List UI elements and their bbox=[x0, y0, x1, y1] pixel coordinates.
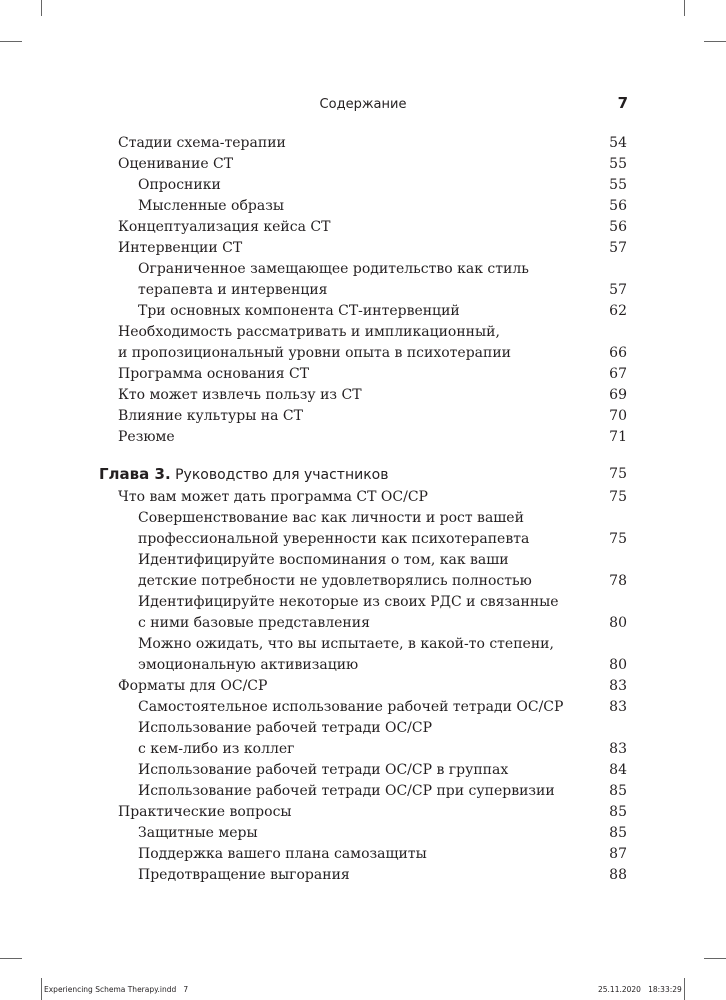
toc-entry-title: Концептуализация кейса СТ bbox=[118, 219, 331, 235]
toc-entry bbox=[0, 760, 726, 781]
toc-entry-page: 80 bbox=[609, 657, 627, 673]
toc-entry bbox=[0, 427, 726, 448]
toc-entry-title: Можно ожидать, что вы испытаете, в какой-то степени, bbox=[138, 636, 554, 652]
toc-entry bbox=[0, 301, 726, 322]
toc-entry-title: Необходимость рассматривать и импликационный, bbox=[118, 324, 500, 340]
toc-entry bbox=[0, 697, 726, 718]
toc-section-after bbox=[0, 487, 726, 886]
toc-entry bbox=[0, 133, 726, 154]
toc-entry-page: 83 bbox=[609, 741, 627, 757]
toc-entry-page: 57 bbox=[609, 240, 627, 256]
toc-entry bbox=[0, 322, 726, 343]
toc-entry-title: Мысленные образы bbox=[138, 198, 284, 214]
toc-entry-title: Три основных компонента СТ-интервенций bbox=[138, 303, 460, 319]
toc-entry bbox=[0, 385, 726, 406]
toc-entry-title: Ограниченное замещающее родительство как стиль bbox=[138, 261, 529, 277]
toc-entry bbox=[0, 259, 726, 280]
toc-entry-title: Практические вопросы bbox=[118, 804, 292, 820]
toc-entry bbox=[0, 550, 726, 571]
toc-entry-title: эмоциональную активизацию bbox=[138, 657, 359, 673]
toc-entry-title: Форматы для ОС/СР bbox=[118, 678, 268, 694]
toc-entry-page: 75 bbox=[609, 531, 627, 547]
footer-timestamp bbox=[598, 984, 682, 996]
toc-entry-title: Использование рабочей тетради ОС/СР в группах bbox=[138, 762, 509, 778]
toc-entry-page: 70 bbox=[609, 408, 627, 424]
toc-entry bbox=[0, 571, 726, 592]
chapter-title-line bbox=[99, 461, 388, 488]
toc-entry-title: Стадии схема-терапии bbox=[118, 135, 286, 151]
toc-entry bbox=[0, 718, 726, 739]
toc-entry-page: 87 bbox=[609, 846, 627, 862]
toc-entry bbox=[0, 823, 726, 844]
table-of-contents bbox=[0, 133, 726, 886]
crop-mark bbox=[0, 958, 22, 959]
toc-entry bbox=[0, 529, 726, 550]
toc-entry-page: 85 bbox=[609, 804, 627, 820]
toc-entry-page: 54 bbox=[609, 135, 627, 151]
toc-entry bbox=[0, 487, 726, 508]
toc-entry-title: Опросники bbox=[138, 177, 221, 193]
toc-entry-title: Совершенствование вас как личности и рост вашей bbox=[138, 510, 524, 526]
toc-entry bbox=[0, 634, 726, 655]
toc-entry-title: Что вам может дать программа СТ ОС/СР bbox=[118, 489, 428, 505]
footer-file-page: 7 bbox=[183, 985, 189, 994]
toc-entry-title: Идентифицируйте воспоминания о том, как ваши bbox=[138, 552, 509, 568]
chapter-title: Руководство для участников bbox=[175, 467, 389, 483]
toc-entry-title: и пропозициональный уровни опыта в психотерапии bbox=[118, 345, 511, 361]
toc-entry-page: 71 bbox=[609, 429, 627, 445]
toc-entry-page: 69 bbox=[609, 387, 627, 403]
toc-entry-title: Кто может извлечь пользу из СТ bbox=[118, 387, 362, 403]
toc-entry bbox=[0, 406, 726, 427]
toc-section-before bbox=[0, 133, 726, 448]
toc-entry-page: 83 bbox=[609, 678, 627, 694]
toc-entry-title: Идентифицируйте некоторые из своих РДС и связанные bbox=[138, 594, 559, 610]
crop-mark bbox=[704, 41, 726, 42]
chapter-heading bbox=[0, 461, 726, 487]
crop-mark bbox=[684, 978, 685, 1000]
toc-entry bbox=[0, 196, 726, 217]
toc-entry-page: 62 bbox=[609, 303, 627, 319]
toc-entry-title: терапевта и интервенция bbox=[138, 282, 328, 298]
toc-entry-title: с ними базовые представления bbox=[138, 615, 370, 631]
toc-entry-title: Защитные меры bbox=[138, 825, 258, 841]
toc-entry-title: Программа основания СТ bbox=[118, 366, 310, 382]
toc-entry-page: 67 bbox=[609, 366, 627, 382]
toc-entry-title: детские потребности не удовлетворялись полностью bbox=[138, 573, 532, 589]
toc-entry-page: 88 bbox=[609, 867, 627, 883]
toc-entry-title: с кем-либо из коллег bbox=[138, 741, 295, 757]
toc-entry-title: Поддержка вашего плана самозащиты bbox=[138, 846, 427, 862]
crop-mark bbox=[704, 958, 726, 959]
crop-mark bbox=[0, 41, 22, 42]
chapter-label: Глава 3. bbox=[99, 465, 171, 483]
toc-entry bbox=[0, 676, 726, 697]
footer-filename: Experiencing Schema Therapy.indd bbox=[44, 985, 177, 994]
toc-entry-title: профессиональной уверенности как психотерапевта bbox=[138, 531, 530, 547]
toc-entry-page: 85 bbox=[609, 783, 627, 799]
toc-entry bbox=[0, 238, 726, 259]
toc-entry bbox=[0, 592, 726, 613]
crop-mark bbox=[41, 978, 42, 1000]
toc-entry-page: 83 bbox=[609, 699, 627, 715]
toc-entry-title: Использование рабочей тетради ОС/СР bbox=[138, 720, 433, 736]
toc-entry-page: 55 bbox=[609, 177, 627, 193]
toc-entry bbox=[0, 175, 726, 196]
running-header-title: Содержание bbox=[319, 97, 407, 112]
toc-entry-page: 55 bbox=[609, 156, 627, 172]
toc-entry bbox=[0, 613, 726, 634]
toc-entry-page: 85 bbox=[609, 825, 627, 841]
toc-entry-page: 56 bbox=[609, 219, 627, 235]
toc-entry-page: 66 bbox=[609, 345, 627, 361]
crop-mark bbox=[41, 0, 42, 16]
toc-entry-page: 75 bbox=[609, 489, 627, 505]
section-gap bbox=[0, 448, 726, 461]
toc-entry-title: Резюме bbox=[118, 429, 175, 445]
toc-entry-page: 56 bbox=[609, 198, 627, 214]
toc-entry bbox=[0, 217, 726, 238]
toc-entry-title: Оценивание СТ bbox=[118, 156, 234, 172]
toc-entry bbox=[0, 364, 726, 385]
toc-entry bbox=[0, 865, 726, 886]
toc-entry-page: 84 bbox=[609, 762, 627, 778]
crop-mark bbox=[684, 0, 685, 16]
toc-entry-title: Предотвращение выгорания bbox=[138, 867, 350, 883]
toc-entry-title: Влияние культуры на СТ bbox=[118, 408, 303, 424]
toc-entry bbox=[0, 343, 726, 364]
toc-entry bbox=[0, 802, 726, 823]
toc-entry bbox=[0, 655, 726, 676]
toc-entry bbox=[0, 844, 726, 865]
chapter-page: 75 bbox=[609, 466, 627, 482]
page-number: 7 bbox=[617, 94, 628, 112]
toc-entry-page: 78 bbox=[609, 573, 627, 589]
toc-entry bbox=[0, 280, 726, 301]
toc-entry bbox=[0, 508, 726, 529]
toc-entry-page: 80 bbox=[609, 615, 627, 631]
toc-entry bbox=[0, 154, 726, 175]
footer-time: 18:33:29 bbox=[648, 985, 682, 994]
footer-file bbox=[44, 984, 188, 996]
toc-entry bbox=[0, 739, 726, 760]
toc-entry bbox=[0, 781, 726, 802]
toc-entry-title: Интервенции СТ bbox=[118, 240, 243, 256]
toc-entry-page: 57 bbox=[609, 282, 627, 298]
toc-entry-title: Самостоятельное использование рабочей тетради ОС/СР bbox=[138, 699, 564, 715]
toc-entry-title: Использование рабочей тетради ОС/СР при супервизии bbox=[138, 783, 555, 799]
footer-date: 25.11.2020 bbox=[598, 985, 641, 994]
